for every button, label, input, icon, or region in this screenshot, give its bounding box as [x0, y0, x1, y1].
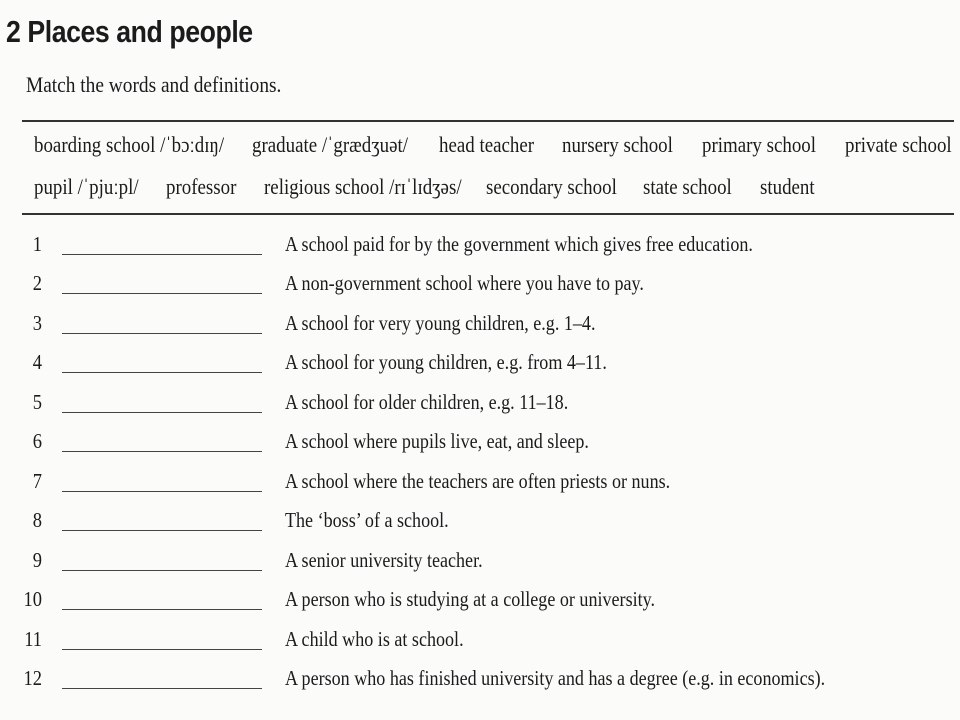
item-number: 4 [32, 350, 42, 374]
word-primary-school: primary school [702, 132, 817, 157]
item-number: 6 [32, 429, 42, 453]
answer-blank[interactable] [62, 649, 262, 650]
item-number: 1 [32, 232, 42, 256]
item-number: 5 [32, 390, 42, 414]
item-definition: A school for older children, e.g. 11–18. [285, 390, 569, 414]
item-definition: A person who is studying at a college or university. [285, 587, 656, 611]
item-definition: A person who has finished university and has a degree (e.g. in economics). [285, 666, 826, 690]
item-number: 12 [23, 666, 42, 690]
item-definition: The ‘boss’ of a school. [285, 508, 449, 532]
word-box-top-rule [22, 120, 954, 122]
exercise-instruction: Match the words and definitions. [26, 72, 282, 97]
item-definition: A child who is at school. [285, 627, 464, 651]
item-definition: A school for young children, e.g. from 4–11. [285, 350, 607, 374]
item-definition: A school for very young children, e.g. 1–4. [285, 311, 596, 335]
answer-blank[interactable] [62, 570, 262, 571]
word-nursery-school: nursery school [562, 132, 673, 157]
word-secondary-school: secondary school [486, 174, 617, 199]
item-definition: A school where pupils live, eat, and sleep. [285, 429, 589, 453]
item-number: 11 [24, 627, 42, 651]
item-number: 10 [23, 587, 42, 611]
item-number: 9 [32, 548, 42, 572]
word-pupil: pupil /ˈpjuːpl/ [34, 174, 139, 199]
answer-blank[interactable] [62, 412, 262, 413]
item-number: 3 [32, 311, 42, 335]
word-box-bottom-rule [22, 213, 954, 215]
answer-blank[interactable] [62, 491, 262, 492]
word-boarding-school: boarding school /ˈbɔːdɪŋ/ [34, 132, 225, 157]
exercise-title: 2 Places and people [6, 14, 253, 49]
word-private-school: private school [845, 132, 952, 157]
item-number: 8 [32, 508, 42, 532]
item-definition: A school paid for by the government which gives free education. [285, 232, 753, 256]
word-state-school: state school [643, 174, 732, 199]
answer-blank[interactable] [62, 451, 262, 452]
answer-blank[interactable] [62, 333, 262, 334]
word-student: student [760, 174, 815, 199]
answer-blank[interactable] [62, 293, 262, 294]
answer-blank[interactable] [62, 372, 262, 373]
item-definition: A non-government school where you have to pay. [285, 271, 644, 295]
word-professor: professor [166, 174, 237, 199]
item-number: 7 [32, 469, 42, 493]
word-religious-school: religious school /rɪˈlɪdʒəs/ [264, 174, 462, 199]
answer-blank[interactable] [62, 609, 262, 610]
answer-blank[interactable] [62, 688, 262, 689]
item-definition: A senior university teacher. [285, 548, 483, 572]
item-definition: A school where the teachers are often priests or nuns. [285, 469, 671, 493]
word-head-teacher: head teacher [439, 132, 535, 157]
answer-blank[interactable] [62, 254, 262, 255]
word-graduate: graduate /ˈgrædʒuət/ [252, 132, 409, 157]
item-number: 2 [32, 271, 42, 295]
answer-blank[interactable] [62, 530, 262, 531]
